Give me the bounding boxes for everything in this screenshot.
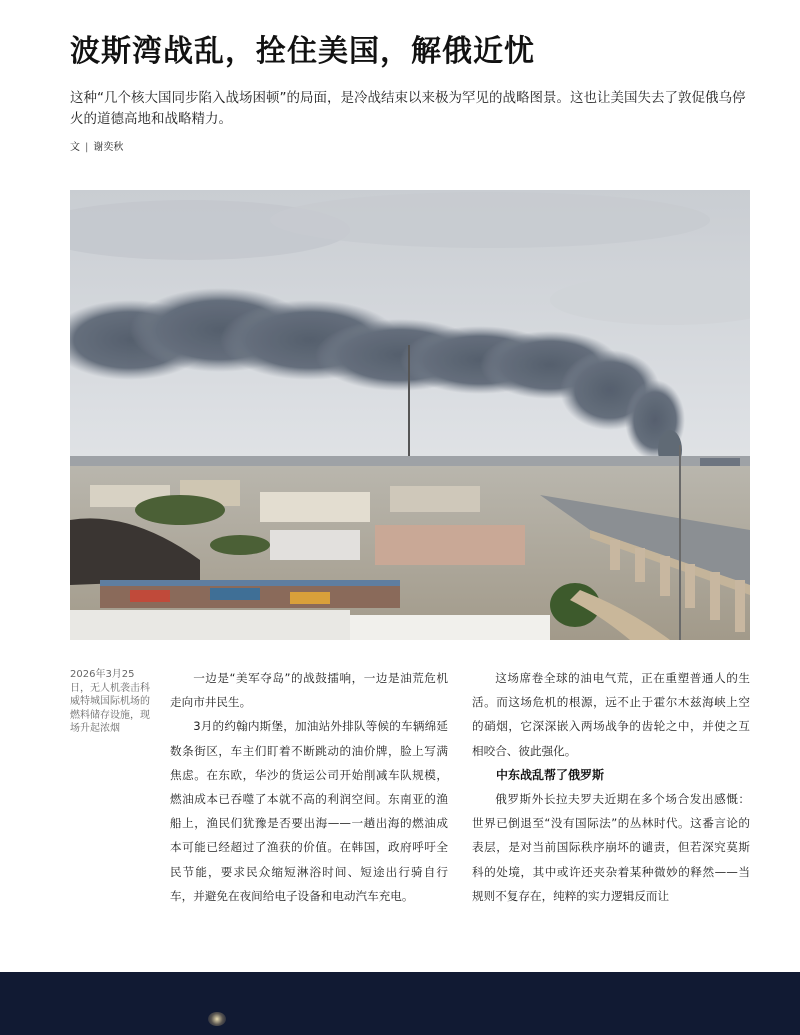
body-paragraph: 3月的约翰内斯堡，加油站外排队等候的车辆绵延数条街区，车主们盯着不断跳动的油价牌，脸上写满焦虑。在东欧，华沙的货运公司开始削减车队规模，燃油成本已吞噬了本就不高的利润空间。东南亚的渔船上，渔民们犹豫是否要出海——一趟出海的燃油成本可能已经超过了渔获的价值。在韩国，政府呼吁全民节能，要求民众缩短淋浴时间、短途出行骑自行车，并避免在夜间给电子设备和电动汽车充电。 xyxy=(170,719,448,903)
byline-label: 文 xyxy=(70,142,80,153)
byline xyxy=(70,138,123,153)
section-subhead: 中东战乱帮了俄罗斯 xyxy=(496,767,605,782)
body-column-2 xyxy=(472,666,750,908)
article-title: 波斯湾战乱，拴住美国，解俄近忧 xyxy=(70,34,535,69)
photo-caption: 2026年3月25日，无人机袭击科威特城国际机场的燃料储存设施，现场升起浓烟 xyxy=(70,669,150,734)
body-paragraph: 俄罗斯外长拉夫罗夫近期在多个场合发出感慨：世界已倒退至“没有国际法”的丛林时代。这番言论的表层，是对当前国际秩序崩坏的谴责，但若深究莫斯科的处境，其中或许还夹杂着某种微妙的释然——当规则不复存在，纯粹的实力逻辑反而让 xyxy=(472,792,750,903)
body-paragraph: 这场席卷全球的油电气荒，正在重塑普通人的生活。而这场危机的根源，远不止于霍尔木兹海峡上空的硝烟，它深深嵌入两场战争的齿轮之中，并使之互相咬合、彼此强化。 xyxy=(472,671,750,758)
footer-band xyxy=(0,972,800,1035)
smoke-over-city-photo xyxy=(70,190,750,640)
body-paragraph: 一边是“美军夺岛”的战鼓擂响，一边是油荒危机走向市井民生。 xyxy=(170,671,448,710)
footer-light-glow xyxy=(208,1012,226,1026)
article-deck: 这种“几个核大国同步陷入战场困顿”的局面，是冷战结束以来极为罕见的战略图景。这也让美国失去了敦促俄乌停火的道德高地和战略精力。 xyxy=(70,90,746,127)
body-column-1 xyxy=(170,666,448,908)
author-name: 谢奕秋 xyxy=(93,142,124,153)
byline-separator: | xyxy=(85,142,89,153)
article-photo xyxy=(70,190,750,640)
